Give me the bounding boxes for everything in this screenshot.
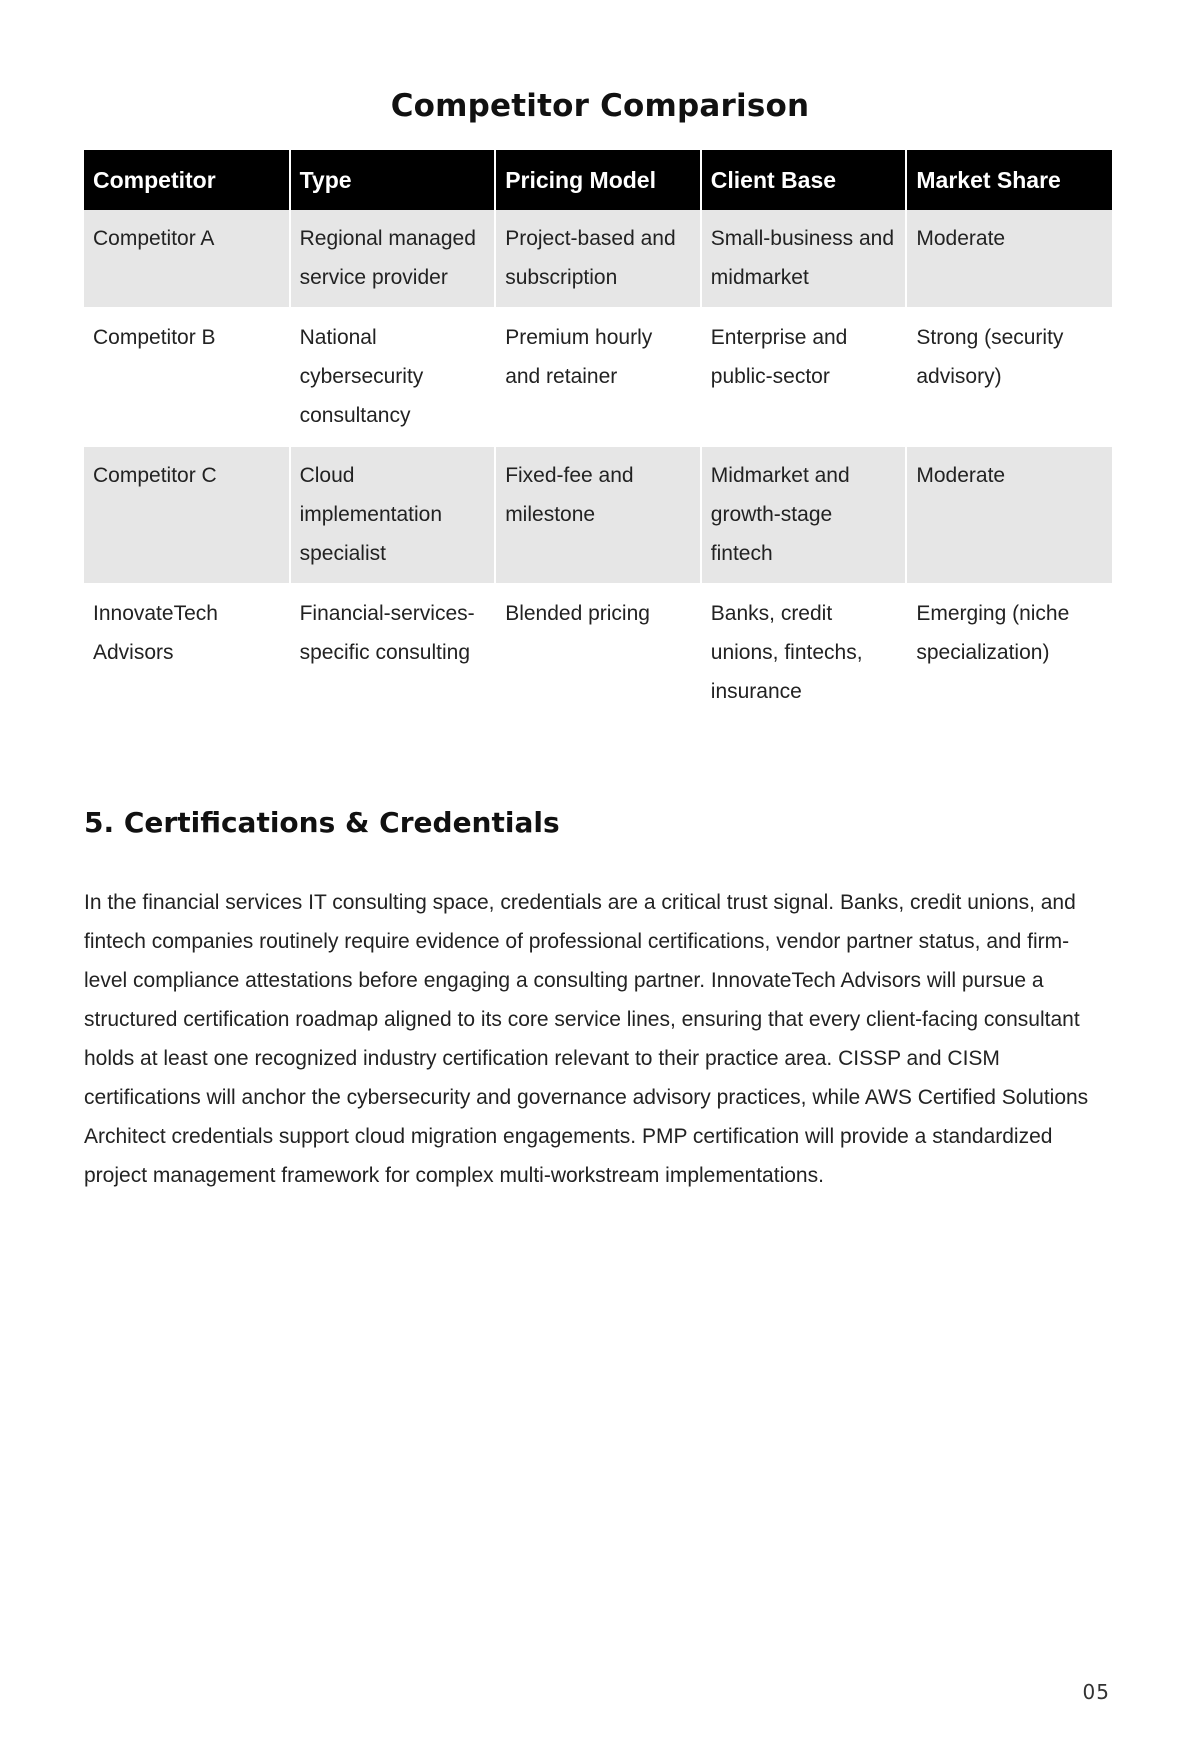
table-row: [84, 446, 1112, 584]
table-body: [84, 210, 1112, 722]
table-header: [84, 150, 1112, 210]
header-type: Type: [290, 150, 496, 210]
table-title: Competitor Comparison: [390, 88, 810, 124]
table-cell: Competitor B: [84, 308, 290, 446]
header-client-base: Client Base: [701, 150, 907, 210]
body-paragraph: In the financial services IT consulting space, credentials are a critical trust signal. Banks, credit unions, and fintech companies routinely require evidence of professional certifications, vendor partner status, and firm-level compliance attestations before engaging a consulting partner. InnovateTech Advisors will pursue a structured certification roadmap aligned to its core service lines, ensuring that every client-facing consultant holds at least one recognized industry certification relevant to their practice area. CISSP and CISM certifications will anchor the cybersecurity and governance advisory practices, while AWS Certified Solutions Architect credentials support cloud migration engagements. PMP certification will provide a standardized project management framework for complex multi-workstream implementations.: [84, 891, 1089, 1187]
competitor-comparison-table: [84, 150, 1112, 723]
table-row: [84, 308, 1112, 446]
table-cell: Enterprise and public-sector: [701, 308, 907, 446]
table-cell: Strong (security advisory): [906, 308, 1112, 446]
section-heading: 5. Certifications & Credentials: [84, 806, 560, 839]
table-cell: Fixed-fee and milestone: [495, 446, 701, 584]
table-cell: Blended pricing: [495, 584, 701, 722]
table-cell: InnovateTech Advisors: [84, 584, 290, 722]
page-number: 05: [1082, 1680, 1110, 1704]
table-cell: Financial-services-specific consulting: [290, 584, 496, 722]
table-cell: Moderate: [906, 210, 1112, 308]
table-cell: Midmarket and growth-stage fintech: [701, 446, 907, 584]
table-cell: Banks, credit unions, fintechs, insurance: [701, 584, 907, 722]
header-pricing-model: Pricing Model: [495, 150, 701, 210]
header-competitor: Competitor: [84, 150, 290, 210]
table-row: [84, 210, 1112, 308]
table-cell: Premium hourly and retainer: [495, 308, 701, 446]
table-cell: Cloud implementation specialist: [290, 446, 496, 584]
table-cell: Small-business and midmarket: [701, 210, 907, 308]
table-cell: Competitor C: [84, 446, 290, 584]
table-cell: Moderate: [906, 446, 1112, 584]
table-cell: Competitor A: [84, 210, 290, 308]
table-cell: National cybersecurity consultancy: [290, 308, 496, 446]
table-cell: Project-based and subscription: [495, 210, 701, 308]
header-market-share: Market Share: [906, 150, 1112, 210]
table-cell: Regional managed service provider: [290, 210, 496, 308]
table-header-row: [84, 150, 1112, 210]
table-row: [84, 584, 1112, 722]
table-cell: Emerging (niche specialization): [906, 584, 1112, 722]
